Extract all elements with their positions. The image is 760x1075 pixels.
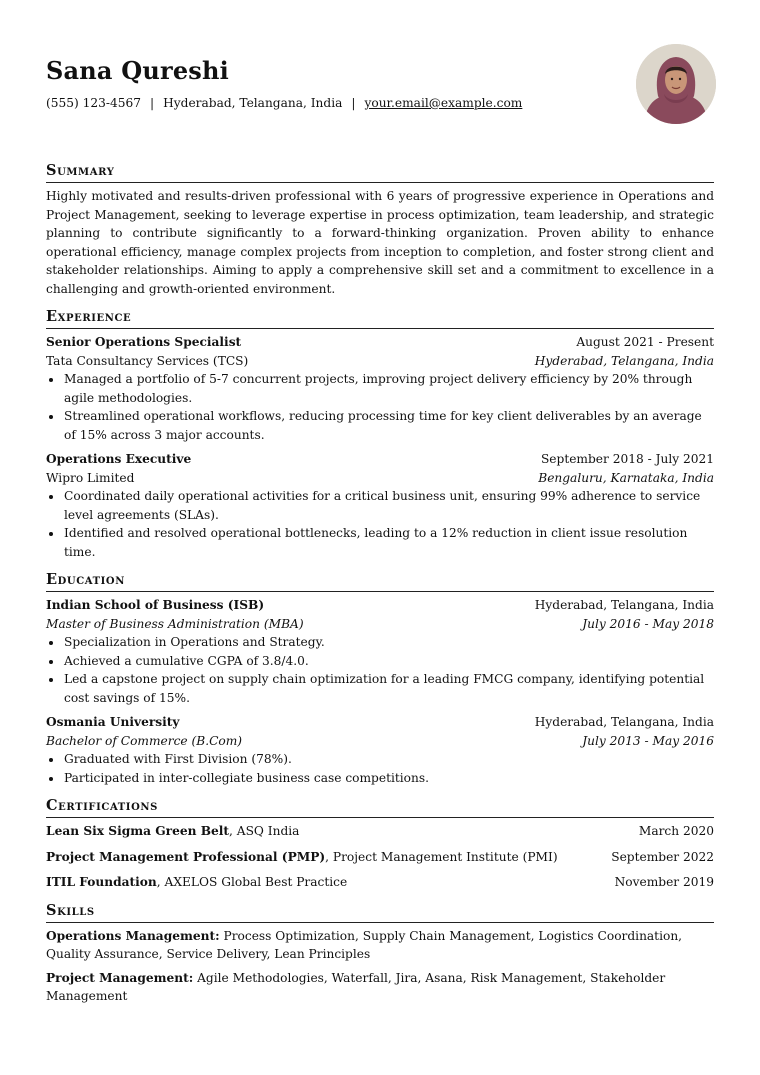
section-title-education: Education (46, 571, 714, 592)
job-dates: August 2021 - Present (576, 335, 714, 349)
bullet-item: • Coordinated daily operational activities for a critical business unit, ensuring 99% adherence to service level agreements (SLAs). (63, 487, 714, 524)
education-bullets (46, 633, 714, 707)
certification-issuer: , AXELOS Global Best Practice (156, 875, 348, 889)
skills-section (46, 902, 714, 1006)
job-bullets (46, 487, 714, 561)
certification-date: September 2022 (611, 849, 714, 864)
email-link[interactable]: your.email@example.com (364, 96, 523, 110)
education-section (46, 571, 714, 787)
certification-name: ITIL Foundation (46, 875, 157, 889)
education-entry (46, 713, 714, 787)
separator: | (150, 96, 155, 110)
bullet-item: • Identified and resolved operational bottlenecks, leading to a 12% reduction in client issue resolution time. (63, 524, 714, 561)
bullet-item: • Specialization in Operations and Strategy. (63, 633, 714, 652)
certification-date: November 2019 (614, 875, 714, 889)
skill-label: Operations Management: (46, 928, 220, 943)
certifications-section (46, 797, 714, 892)
certification-item (46, 822, 714, 841)
job-entry (46, 333, 714, 444)
school-location: Hyderabad, Telangana, India (534, 598, 714, 612)
candidate-name: Sana Qureshi (46, 56, 229, 85)
section-title-experience: Experience (46, 308, 714, 329)
job-dates: September 2018 - July 2021 (540, 452, 714, 466)
certification-item (46, 873, 714, 892)
education-bullets (46, 750, 714, 787)
profile-photo-graphic (636, 44, 716, 124)
job-company: Wipro Limited (46, 470, 135, 485)
bullet-item: • Streamlined operational workflows, reducing processing time for key client deliverables by an average of 15% across 3 major accounts. (63, 407, 714, 444)
skill-label: Project Management: (46, 970, 194, 985)
separator: | (351, 96, 356, 110)
job-company: Tata Consultancy Services (TCS) (46, 353, 249, 368)
certification-issuer: , Project Management Institute (PMI) (325, 849, 558, 864)
job-location: Hyderabad, Telangana, India (534, 353, 714, 368)
job-role: Operations Executive (46, 452, 192, 466)
certification-item (46, 848, 714, 867)
profile-photo (636, 44, 716, 124)
location: Hyderabad, Telangana, India (163, 96, 343, 110)
education-entry (46, 596, 714, 707)
section-title-certifications: Certifications (46, 797, 714, 818)
certification-name: Project Management Professional (PMP) (46, 849, 326, 864)
bullet-item: • Led a capstone project on supply chain optimization for a leading FMCG company, identifying potential cost savings of 15%. (63, 670, 714, 707)
bullet-item: • Achieved a cumulative CGPA of 3.8/4.0. (63, 652, 714, 671)
skill-value: Agile Methodologies, Waterfall, Jira, Asana, Risk Management, Stakeholder Management (46, 970, 666, 1003)
education-dates: July 2016 - May 2018 (582, 616, 714, 631)
bullet-item: • Graduated with First Division (78%). (63, 750, 714, 769)
school-name: Osmania University (46, 715, 180, 729)
certification-issuer: , ASQ India (229, 824, 300, 838)
job-entry (46, 450, 714, 561)
degree: Bachelor of Commerce (B.Com) (46, 733, 243, 748)
skill-item (46, 927, 714, 964)
school-name: Indian School of Business (ISB) (46, 598, 265, 612)
certification-name: Lean Six Sigma Green Belt (46, 824, 230, 838)
experience-section (46, 308, 714, 561)
bullet-item: • Managed a portfolio of 5-7 concurrent projects, improving project delivery efficiency by 20% through agile methodologies. (63, 370, 714, 407)
section-title-skills: Skills (46, 902, 714, 923)
certification-date: March 2020 (638, 824, 714, 838)
summary-text: Highly motivated and results-driven professional with 6 years of progressive experience in Operations and Project Management, seeking to leverage expertise in process optimization, team leadership, and strategic planning to contribute significantly to a forward-thinking organization. Proven ability to enhance operational efficiency, manage complex projects from inception to completion, and foster strong client and stakeholder relationships. Aiming to apply a comprehensive skill set and a commitment to excellence in a challenging and growth-oriented environment. (46, 189, 714, 296)
skill-item (46, 969, 714, 1006)
resume-page (46, 56, 714, 1011)
education-dates: July 2013 - May 2016 (582, 733, 714, 748)
skill-value: Process Optimization, Supply Chain Management, Logistics Coordination, Quality Assurance, Service Delivery, Lean Principles (46, 928, 683, 961)
job-bullets (46, 370, 714, 444)
contact-line (46, 94, 714, 113)
phone-number: (555) 123-4567 (46, 96, 142, 110)
school-location: Hyderabad, Telangana, India (534, 715, 714, 729)
section-title-summary: Summary (46, 162, 714, 183)
summary-section (46, 162, 714, 298)
job-role: Senior Operations Specialist (46, 335, 242, 349)
degree: Master of Business Administration (MBA) (46, 616, 304, 631)
bullet-item: • Participated in inter-collegiate business case competitions. (63, 769, 714, 788)
job-location: Bengaluru, Karnataka, India (538, 470, 714, 485)
resume-header (46, 56, 714, 152)
